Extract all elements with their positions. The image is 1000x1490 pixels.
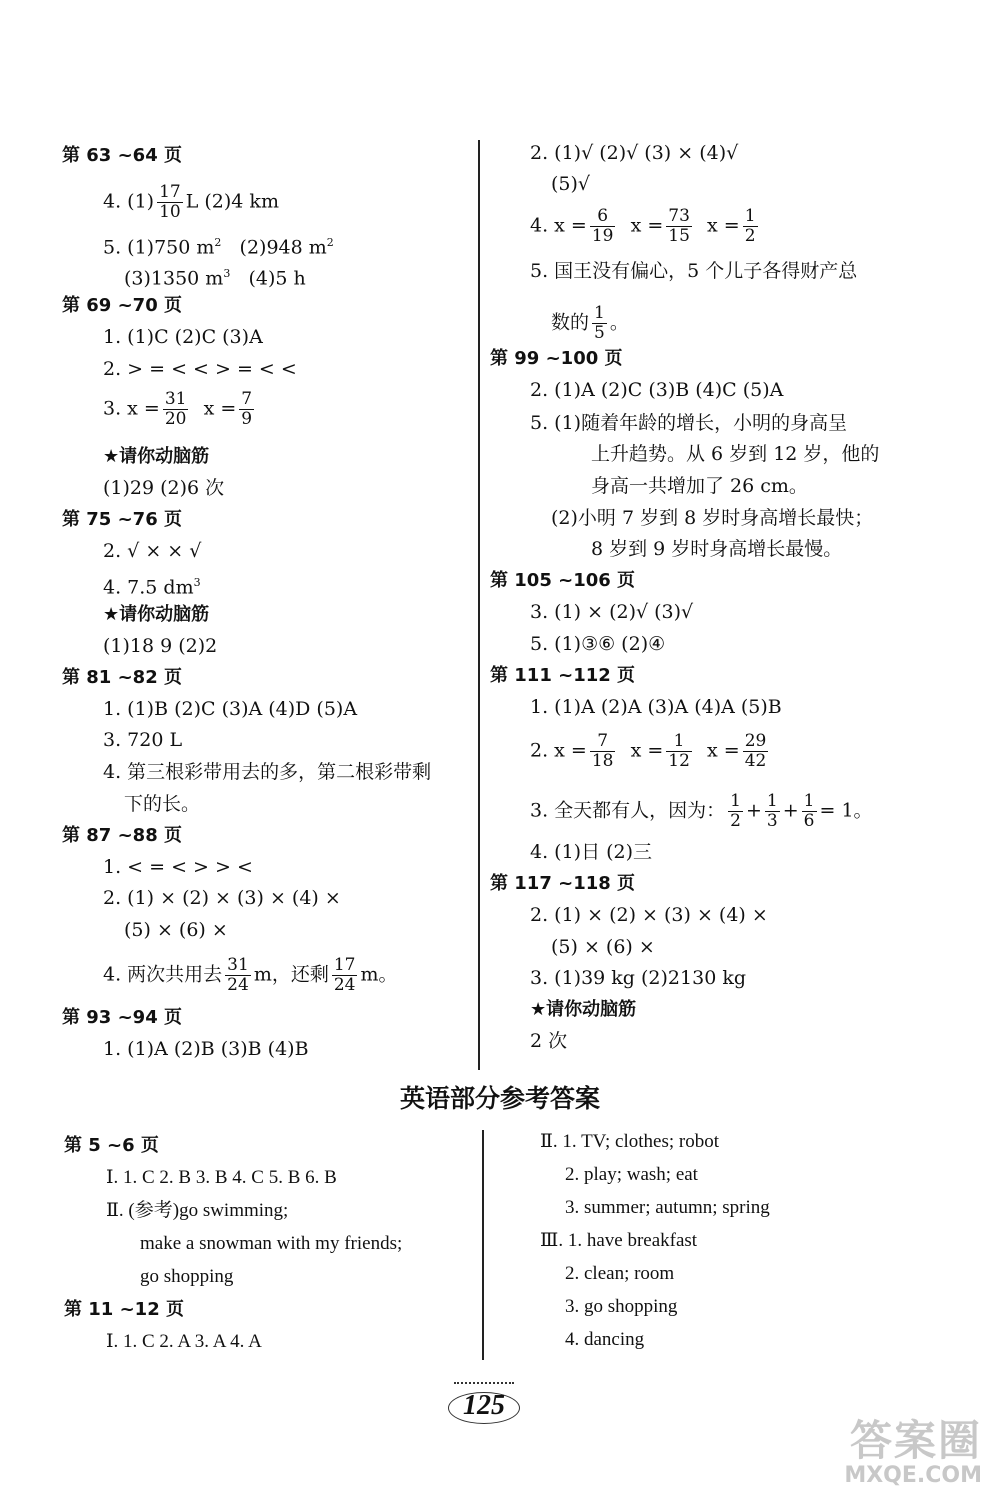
answer-p93-q4: 4. x = $\frac{6}{19}$ x = $\frac{73}{15}$ x = $\frac{1}{2}$ <box>530 206 756 246</box>
answer-p99-q5-part2-cont: 8 岁到 9 岁时身高增长最慢。 <box>591 538 843 560</box>
fraction: $\frac{6}{19}$ <box>591 206 614 246</box>
answer-p69-q3: 3. x = $\frac{31}{20}$ x = $\frac{7}{9}$ <box>103 389 253 429</box>
english-section-title: 英语部分参考答案 <box>399 1084 600 1113</box>
answer-p93-q1: 1. (1)A (2)B (3)B (4)B <box>103 1038 309 1060</box>
answer-p81-q4: 4. 第三根彩带用去的多，第二根彩带剩 <box>103 761 432 783</box>
column-divider-english <box>482 1130 484 1360</box>
section-header-p117: 第 117 ~118 页 <box>490 873 636 894</box>
answer-p75-q4: 4. 7.5 $dm^3$ <box>103 576 201 599</box>
answer-p87-q2: 2. (1) × (2) × (3) × (4) × <box>103 887 341 909</box>
section-header-en-p11: 第 11 ~12 页 <box>64 1299 184 1320</box>
answer-p111-q3: 3. 全天都有人，因为： $\frac{1}{2}$ + $\frac{1}{3}$ + $\frac{1}{6}$ = 1。 <box>530 791 873 831</box>
brain-teaser-heading: ★请你动脑筋 <box>103 604 210 625</box>
answer-p99-q5-cont1: 上升趋势。从 6 岁到 12 岁，他的 <box>591 443 880 465</box>
section-header-en-p5: 第 5 ~6 页 <box>64 1135 159 1156</box>
brain-teaser-heading: ★请你动脑筋 <box>530 999 637 1020</box>
section-header-p81: 第 81 ~82 页 <box>62 667 182 688</box>
answer-p63-q5-cont: (3)1350 $m^3$ (4)5 h <box>124 267 306 290</box>
answer-p93-q5-cont: 数的 $\frac{1}{5}$ 。 <box>551 303 629 343</box>
section-header-p99: 第 99 ~100 页 <box>490 348 623 369</box>
column-divider-math <box>478 140 480 1070</box>
answer-p99-q5-part2: (2)小明 7 岁到 8 岁时身高增长最快； <box>551 507 874 529</box>
fraction: $\frac{1}{2}$ <box>744 206 756 246</box>
watermark-url: MXQE.COM <box>844 1463 982 1488</box>
fraction: $\frac{17}{10}$ <box>159 182 181 222</box>
answer-p87-q1: 1. < = < > > < <box>103 856 253 878</box>
answer-p63-q4: 4. (1) $\frac{17}{10}$ L (2)4 km <box>103 182 279 222</box>
fraction: $\frac{7}{18}$ <box>591 731 614 771</box>
section-header-p87: 第 87 ~88 页 <box>62 825 182 846</box>
fraction: $\frac{1}{5}$ <box>594 303 605 343</box>
answer-p117-q2: 2. (1) × (2) × (3) × (4) × <box>530 904 768 926</box>
section-header-p63: 第 63 ~64 页 <box>62 145 182 166</box>
answer-en-ii-1: Ⅱ. 1. TV; clothes; robot <box>540 1131 719 1152</box>
answer-p105-q3: 3. (1) × (2)√ (3)√ <box>530 601 694 623</box>
watermark <box>844 1418 982 1488</box>
answer-p75-brain: (1)18 9 (2)2 <box>103 635 218 657</box>
fraction: $\frac{31}{20}$ <box>164 389 187 429</box>
fraction: $\frac{29}{42}$ <box>744 731 767 771</box>
fraction: $\frac{1}{2}$ <box>730 791 741 831</box>
answer-p117-q3: 3. (1)39 kg (2)2130 kg <box>530 967 746 989</box>
watermark-logo: 答案圈 <box>849 1416 982 1465</box>
answer-p93-q5: 5. 国王没有偏心，5 个儿子各得财产总 <box>530 260 858 282</box>
fraction: $\frac{73}{15}$ <box>668 206 690 246</box>
answer-p99-q5-cont2: 身高一共增加了 26 cm。 <box>591 475 808 497</box>
answer-en-p5-ii-cont1: make a snowman with my friends; <box>140 1233 403 1254</box>
answer-en-p5-ii: Ⅱ. (参考)go swimming; <box>106 1200 289 1221</box>
answer-p111-q1: 1. (1)A (2)A (3)A (4)A (5)B <box>530 696 782 718</box>
answer-en-p5-i: Ⅰ. 1. C 2. B 3. B 4. C 5. B 6. B <box>106 1167 337 1188</box>
fraction: $\frac{17}{24}$ <box>333 955 356 995</box>
answer-p69-q1: 1. (1)C (2)C (3)A <box>103 326 263 348</box>
answer-p87-q2-cont: (5) × (6) × <box>124 919 228 941</box>
answer-p87-q4: 4. 两次共用去 $\frac{31}{24}$ m，还剩 $\frac{17}{24}$ m。 <box>103 955 398 995</box>
fraction: $\frac{1}{6}$ <box>803 791 815 831</box>
answer-p81-q4-cont: 下的长。 <box>124 793 201 815</box>
section-header-p69: 第 69 ~70 页 <box>62 295 182 316</box>
answer-p111-q2: 2. x = $\frac{7}{18}$ x = $\frac{1}{12}$ x = $\frac{29}{42}$ <box>530 731 767 771</box>
brain-teaser-heading: ★请你动脑筋 <box>103 446 210 467</box>
answer-p69-brain: (1)29 (2)6 次 <box>103 477 225 499</box>
answer-en-iii-1: Ⅲ. 1. have breakfast <box>540 1230 698 1251</box>
answer-p81-q3: 3. 720 L <box>103 729 183 751</box>
answer-p93-q2-cont: (5)√ <box>551 173 591 195</box>
answer-en-p5-ii-cont2: go shopping <box>140 1266 234 1287</box>
answer-en-iii-2: 2. clean; room <box>565 1263 675 1284</box>
answer-p69-q2: 2. > = < < > = < < <box>103 358 297 380</box>
answer-p63-q5: 5. (1)750 $m^2$ (2)948 $m^2$ <box>103 236 334 259</box>
answer-p81-q1: 1. (1)B (2)C (3)A (4)D (5)A <box>103 698 358 720</box>
fraction: $\frac{1}{12}$ <box>668 731 690 771</box>
answer-en-p11-i: Ⅰ. 1. C 2. A 3. A 4. A <box>106 1331 262 1352</box>
answer-p117-q2-cont: (5) × (6) × <box>551 936 655 958</box>
page-number: 125 <box>448 1390 520 1422</box>
answer-p99-q5: 5. (1)随着年龄的增长，小明的身高呈 <box>530 412 848 434</box>
answer-p75-q2: 2. √ × × √ <box>103 540 202 562</box>
answer-en-iii-4: 4. dancing <box>565 1329 645 1350</box>
fraction: $\frac{7}{9}$ <box>241 389 253 429</box>
answer-p105-q5: 5. (1)③⑥ (2)④ <box>530 633 666 655</box>
fraction: $\frac{1}{3}$ <box>766 791 778 831</box>
answer-en-iii-3: 3. go shopping <box>565 1296 678 1317</box>
answer-p99-q2: 2. (1)A (2)C (3)B (4)C (5)A <box>530 379 784 401</box>
section-header-p111: 第 111 ~112 页 <box>490 665 636 686</box>
section-header-p105: 第 105 ~106 页 <box>490 570 636 591</box>
section-header-p93: 第 93 ~94 页 <box>62 1007 182 1028</box>
answer-p93-q2: 2. (1)√ (2)√ (3) × (4)√ <box>530 142 739 164</box>
answer-p111-q4: 4. (1)日 (2)三 <box>530 841 653 863</box>
answer-en-ii-3: 3. summer; autumn; spring <box>565 1197 770 1218</box>
answer-p117-brain: 2 次 <box>530 1030 568 1052</box>
section-header-p75: 第 75 ~76 页 <box>62 509 182 530</box>
answer-en-ii-2: 2. play; wash; eat <box>565 1164 698 1185</box>
fraction: $\frac{31}{24}$ <box>227 955 249 995</box>
